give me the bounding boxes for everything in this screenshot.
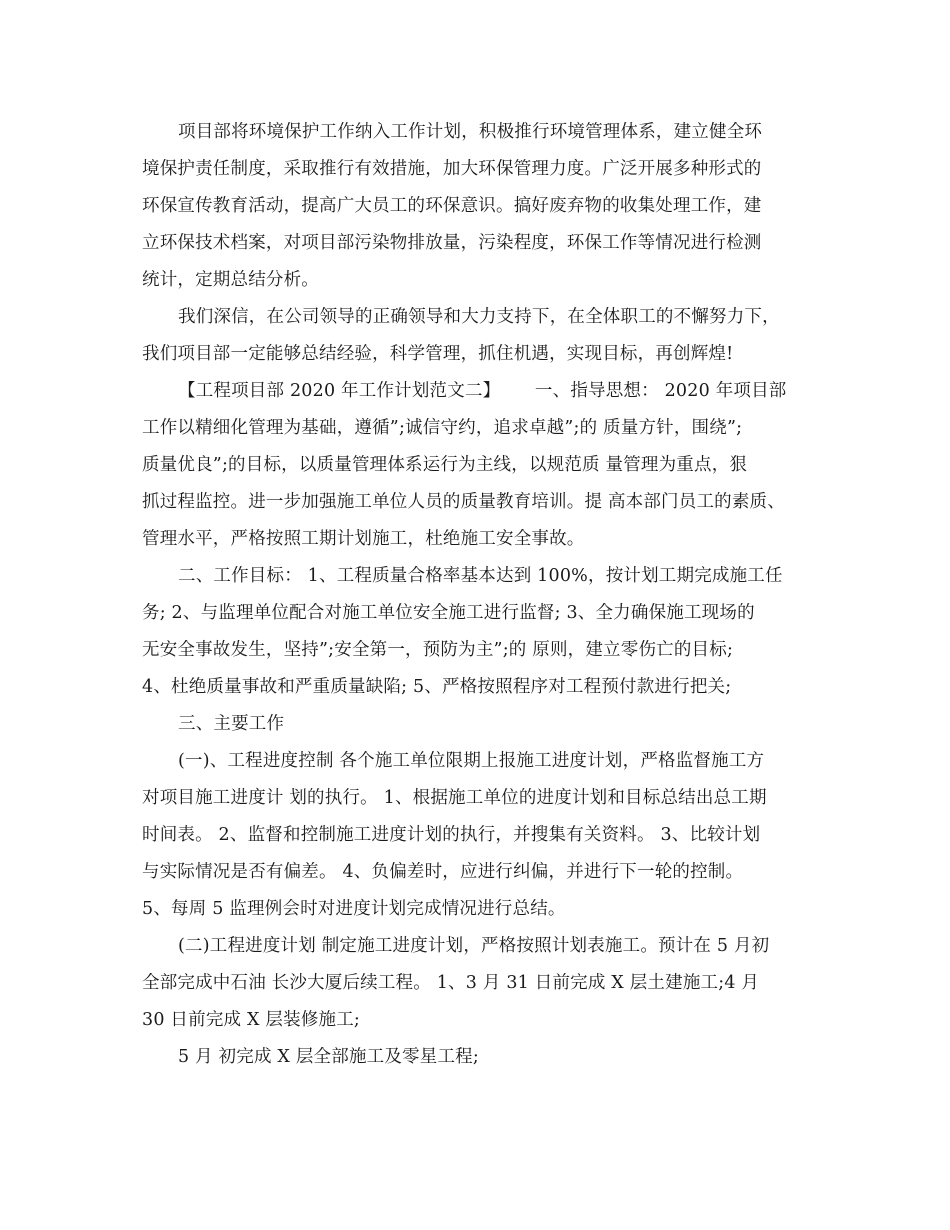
text-line: 5、每周 5 监理例会时对进度计划完成情况进行总结。 <box>142 899 566 919</box>
text-line: (一)、工程进度控制 各个施工单位限期上报施工进度计划，严格监督施工方 <box>178 751 765 771</box>
text-line: 对项目施工进度计 划的执行。 1、根据施工单位的进度计划和目标总结出总工期 <box>142 788 767 808</box>
text-line: 立环保技术档案，对项目部污染物排放量，污染程度，环保工作等情况进行检测 <box>142 233 762 253</box>
text-line: 三、主要工作 <box>178 714 285 734</box>
text-line: 时间表。 2、监督和控制施工进度计划的执行，并搜集有关资料。 3、比较计划 <box>142 825 761 845</box>
text-line: 务; 2、与监理单位配合对施工单位安全施工进行监督; 3、全力确保施工现场的 <box>142 603 755 623</box>
text-line: 4、杜绝质量事故和严重质量缺陷; 5、严格按照程序对工程预付款进行把关; <box>142 677 732 697</box>
text-line: 质量优良”;的目标，以质量管理体系运行为主线，以规范质 量管理为重点，狠 <box>142 455 748 475</box>
text-line: 30 日前完成 X 层装修施工; <box>142 1010 361 1030</box>
text-line: 统计，定期总结分析。 <box>142 270 319 290</box>
text-line: 我们深信，在公司领导的正确领导和大力支持下，在全体职工的不懈努力下， <box>178 307 780 327</box>
text-line: 环保宣传教育活动，提高广大员工的环保意识。搞好废弃物的收集处理工作，建 <box>142 196 762 216</box>
text-line: 5 月 初完成 X 层全部施工及零星工程; <box>178 1047 479 1067</box>
text-line: 管理水平，严格按照工期计划施工，杜绝施工安全事故。 <box>142 529 585 549</box>
text-line: 与实际情况是否有偏差。 4、负偏差时，应进行纠偏，并进行下一轮的控制。 <box>142 862 744 882</box>
text-line: 无安全事故发生，坚持”;安全第一，预防为主”;的 原则，建立零伤亡的目标; <box>142 640 734 660</box>
text-line: (二)工程进度计划 制定施工进度计划，严格按照计划表施工。预计在 5 月初 <box>178 936 770 956</box>
text-line: 【工程项目部 2020 年工作计划范文二】 一、指导思想： 2020 年项目部 <box>178 381 787 401</box>
document-body <box>142 114 812 1076</box>
text-line: 抓过程监控。进一步加强施工单位人员的质量教育培训。提 高本部门员工的素质、 <box>142 492 785 512</box>
text-line: 二、工作目标： 1、工程质量合格率基本达到 100%，按计划工期完成施工任 <box>178 566 783 586</box>
text-line: 全部完成中石油 长沙大厦后续工程。 1、3 月 31 日前完成 X 层土建施工;4 月 <box>142 973 760 993</box>
text-line: 境保护责任制度，采取推行有效措施，加大环保管理力度。广泛开展多种形式的 <box>142 159 762 179</box>
text-line: 工作以精细化管理为基础，遵循”;诚信守约，追求卓越”;的 质量方针，围绕”; <box>142 418 743 438</box>
text-line: 我们项目部一定能够总结经验，科学管理，抓住机遇，实现目标，再创辉煌! <box>142 344 734 364</box>
text-line: 项目部将环境保护工作纳入工作计划，积极推行环境管理体系，建立健全环 <box>178 122 763 142</box>
